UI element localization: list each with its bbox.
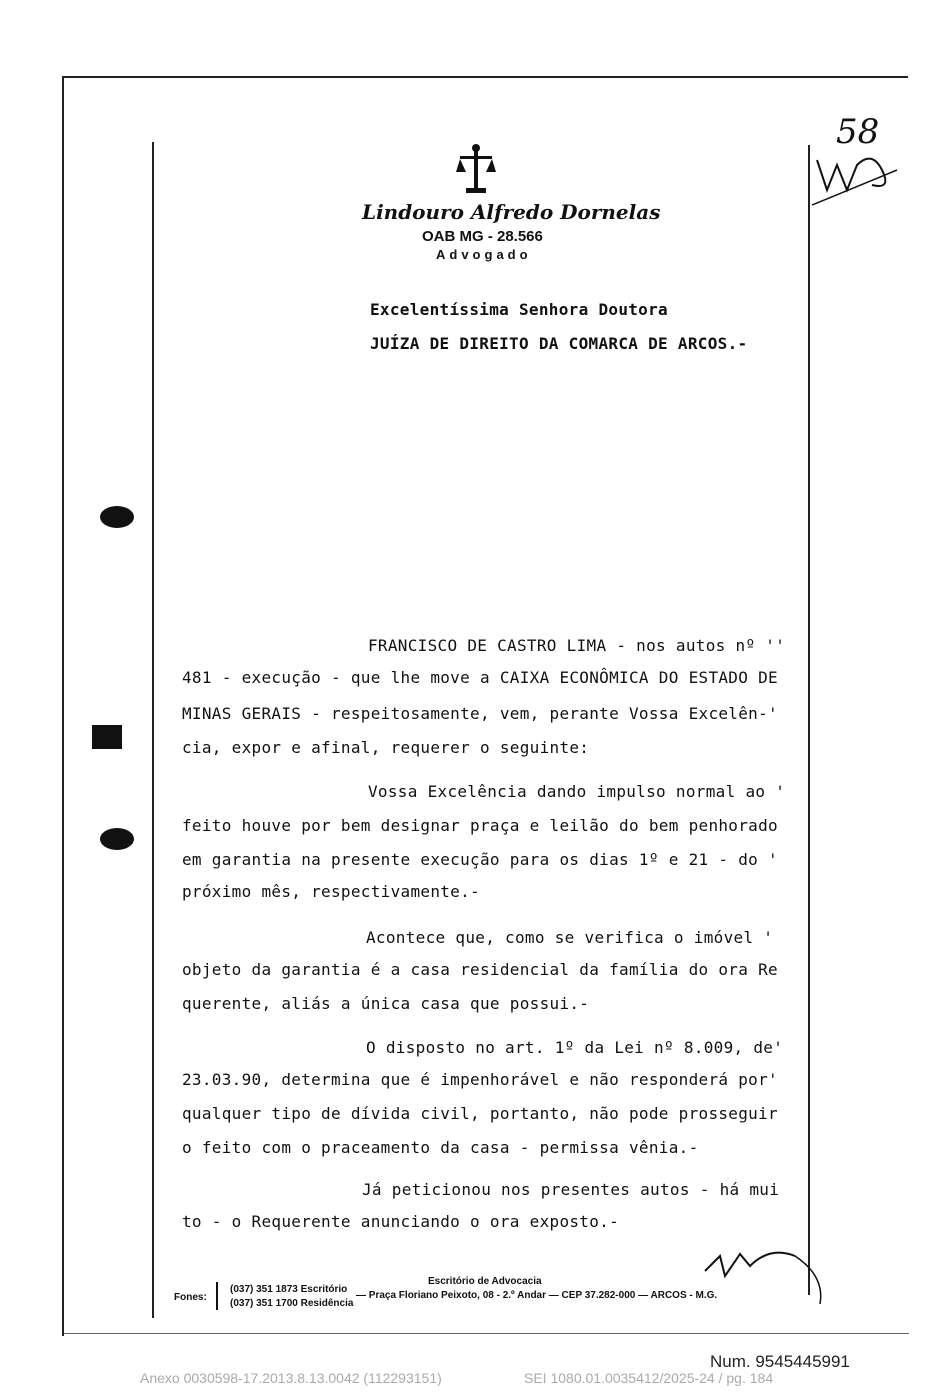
addressee-line-2: JUÍZA DE DIREITO DA COMARCA DE ARCOS.- [370, 334, 748, 353]
sei-reference: SEI 1080.01.0035412/2025-24 / pg. 184 [524, 1370, 774, 1386]
footer-divider [216, 1282, 218, 1310]
p2-line-2: feito houve por bem designar praça e leilão do bem penhorado [182, 816, 778, 835]
addressee-line-1: Excelentíssima Senhora Doutora [370, 300, 668, 319]
handwritten-initials [812, 150, 902, 214]
inner-left-line [152, 142, 154, 1318]
top-border-line [62, 76, 908, 78]
footer-phone-2: (037) 351 1700 Residência [230, 1298, 354, 1309]
footer-address: — Praça Floriano Peixoto, 08 - 2.º Andar — CEP 37.282-000 — ARCOS - M.G. [356, 1290, 718, 1301]
left-border-line [62, 76, 64, 1336]
lawyer-title: Advogado [436, 247, 532, 262]
folio-number: 58 [836, 112, 880, 152]
p1-line-1: FRANCISCO DE CASTRO LIMA - nos autos nº '' [368, 636, 786, 655]
p3-line-2: objeto da garantia é a casa residencial da família do ora Re [182, 960, 778, 979]
p1-line-4: cia, expor e afinal, requerer o seguinte: [182, 738, 590, 757]
p5-line-2: to - o Requerente anunciando o ora exposto.- [182, 1212, 620, 1231]
lawyer-name: Lindouro Alfredo Dornelas [362, 200, 661, 224]
p2-line-1: Vossa Excelência dando impulso normal ao ' [368, 782, 786, 801]
p4-line-2: 23.03.90, determina que é impenhorável e não responderá por' [182, 1070, 778, 1089]
p4-line-1: O disposto no art. 1º da Lei nº 8.009, de' [366, 1038, 784, 1057]
bottom-border-line [64, 1333, 909, 1334]
p4-line-3: qualquer tipo de dívida civil, portanto, não pode prosseguir [182, 1104, 778, 1123]
punch-hole-2 [92, 725, 122, 749]
scales-of-justice-icon [456, 144, 496, 200]
p1-line-2: 481 - execução - que lhe move a CAIXA ECONÔMICA DO ESTADO DE [182, 668, 778, 687]
p1-line-3: MINAS GERAIS - respeitosamente, vem, perante Vossa Excelên-' [182, 704, 778, 723]
p3-line-3: querente, aliás a única casa que possui.- [182, 994, 590, 1013]
right-border-line [808, 145, 810, 1295]
p4-line-4: o feito com o praceamento da casa - permissa vênia.- [182, 1138, 699, 1157]
footer-fones-label: Fones: [174, 1292, 207, 1303]
footer-office: Escritório de Advocacia [428, 1276, 542, 1287]
punch-hole-3 [100, 828, 134, 850]
oab-number: OAB MG - 28.566 [422, 228, 543, 245]
annex-reference: Anexo 0030598-17.2013.8.13.0042 (112293151) [140, 1370, 442, 1386]
footer-phone-1: (037) 351 1873 Escritório [230, 1284, 348, 1295]
punch-hole-1 [100, 506, 134, 528]
document-number: Num. 9545445991 [710, 1352, 850, 1371]
p2-line-3: em garantia na presente execução para os dias 1º e 21 - do ' [182, 850, 778, 869]
p5-line-1: Já peticionou nos presentes autos - há mui [362, 1180, 780, 1199]
p3-line-1: Acontece que, como se verifica o imóvel ' [366, 928, 774, 947]
signature-mark [700, 1236, 830, 1310]
p2-line-4: próximo mês, respectivamente.- [182, 882, 480, 901]
